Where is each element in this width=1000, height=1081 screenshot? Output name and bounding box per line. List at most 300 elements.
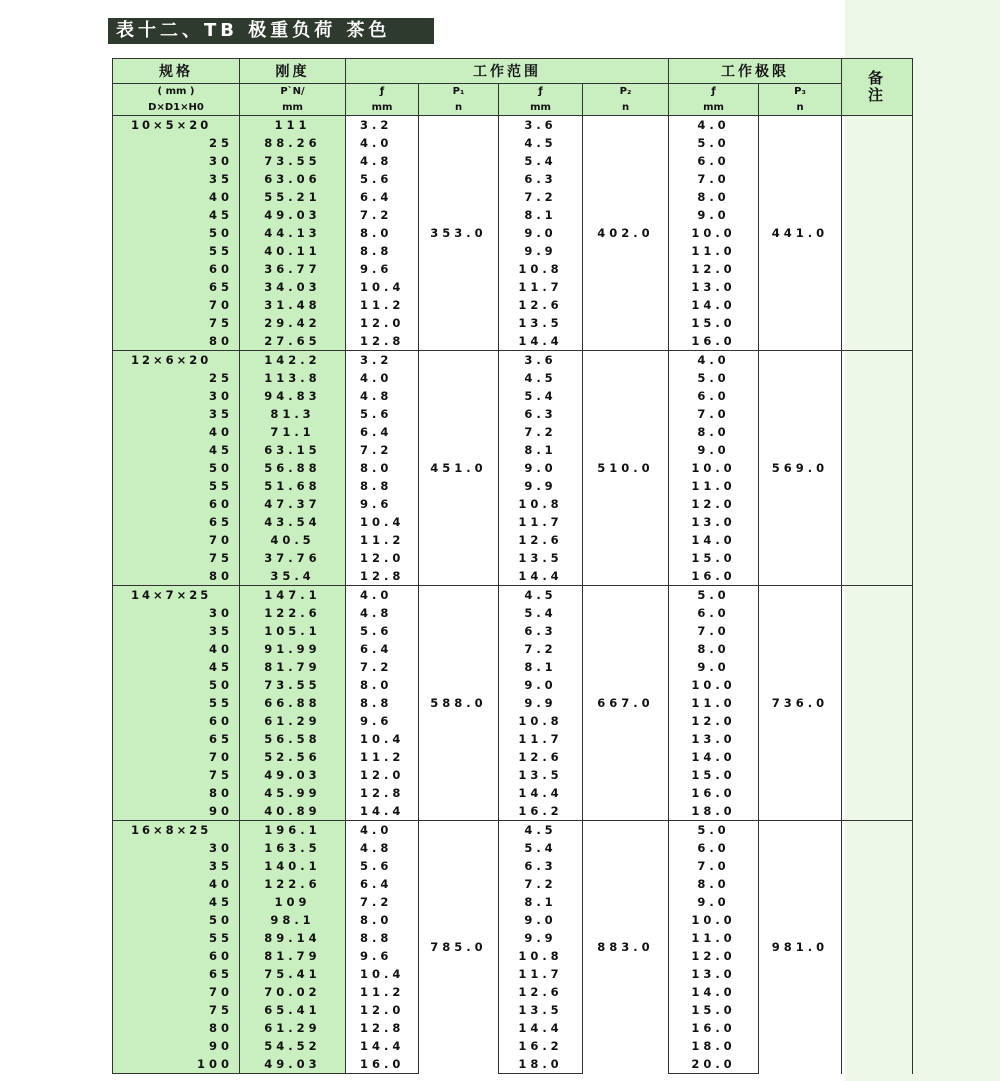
deflection-f1-cell: 8.8 bbox=[346, 477, 419, 495]
deflection-f2-cell: 14.4 bbox=[499, 567, 583, 586]
stiffness-cell: 49.03 bbox=[240, 766, 346, 784]
deflection-f2-cell: 18.0 bbox=[499, 1055, 583, 1074]
deflection-f3-cell: 16.0 bbox=[669, 332, 759, 351]
deflection-f3-cell: 14.0 bbox=[669, 748, 759, 766]
spec-cell: 40 bbox=[113, 188, 240, 206]
deflection-f3-cell: 6.0 bbox=[669, 839, 759, 857]
stiffness-cell: 73.55 bbox=[240, 676, 346, 694]
stiffness-cell: 196.1 bbox=[240, 821, 346, 840]
spec-cell: 60 bbox=[113, 260, 240, 278]
deflection-f3-cell: 5.0 bbox=[669, 369, 759, 387]
spec-cell: 50 bbox=[113, 459, 240, 477]
deflection-f1-cell: 5.6 bbox=[346, 622, 419, 640]
table-row bbox=[113, 821, 913, 840]
stiffness-cell: 88.26 bbox=[240, 134, 346, 152]
deflection-f3-cell: 11.0 bbox=[669, 477, 759, 495]
stiffness-cell: 45.99 bbox=[240, 784, 346, 802]
stiffness-cell: 70.02 bbox=[240, 983, 346, 1001]
deflection-f3-cell: 13.0 bbox=[669, 278, 759, 296]
spec-cell: 80 bbox=[113, 1019, 240, 1037]
stiffness-cell: 94.83 bbox=[240, 387, 346, 405]
spring-spec-table bbox=[112, 58, 913, 1074]
deflection-f3-cell: 4.0 bbox=[669, 351, 759, 370]
deflection-f2-cell: 7.2 bbox=[499, 875, 583, 893]
deflection-f2-cell: 11.7 bbox=[499, 965, 583, 983]
deflection-f1-cell: 12.8 bbox=[346, 567, 419, 586]
deflection-f1-cell: 6.4 bbox=[346, 423, 419, 441]
spec-cell: 55 bbox=[113, 477, 240, 495]
deflection-f3-cell: 5.0 bbox=[669, 821, 759, 840]
stiffness-cell: 71.1 bbox=[240, 423, 346, 441]
deflection-f1-cell: 10.4 bbox=[346, 730, 419, 748]
deflection-f2-cell: 4.5 bbox=[499, 586, 583, 605]
spec-cell: 45 bbox=[113, 206, 240, 224]
header-remark: 备注 bbox=[842, 59, 913, 116]
spec-cell: 75 bbox=[113, 549, 240, 567]
deflection-f1-cell: 9.6 bbox=[346, 495, 419, 513]
deflection-f1-cell: 8.8 bbox=[346, 694, 419, 712]
stiffness-cell: 49.03 bbox=[240, 1055, 346, 1074]
spec-cell: 40 bbox=[113, 423, 240, 441]
spec-cell: 80 bbox=[113, 332, 240, 351]
deflection-f2-cell: 10.8 bbox=[499, 260, 583, 278]
deflection-f1-cell: 11.2 bbox=[346, 983, 419, 1001]
deflection-f3-cell: 10.0 bbox=[669, 224, 759, 242]
stiffness-cell: 34.03 bbox=[240, 278, 346, 296]
stiffness-cell: 31.48 bbox=[240, 296, 346, 314]
spec-cell: 90 bbox=[113, 802, 240, 821]
deflection-f3-cell: 13.0 bbox=[669, 513, 759, 531]
deflection-f1-cell: 7.2 bbox=[346, 441, 419, 459]
deflection-f1-cell: 5.6 bbox=[346, 405, 419, 423]
deflection-f1-cell: 4.0 bbox=[346, 821, 419, 840]
deflection-f1-cell: 9.6 bbox=[346, 712, 419, 730]
deflection-f3-cell: 14.0 bbox=[669, 531, 759, 549]
spec-cell: 25 bbox=[113, 134, 240, 152]
deflection-f2-cell: 7.2 bbox=[499, 640, 583, 658]
load-p3-cell: 981.0 bbox=[759, 821, 842, 1074]
deflection-f2-cell: 6.3 bbox=[499, 857, 583, 875]
stiffness-cell: 140.1 bbox=[240, 857, 346, 875]
spec-cell: 70 bbox=[113, 748, 240, 766]
deflection-f3-cell: 4.0 bbox=[669, 116, 759, 135]
header-p3: P₃ bbox=[759, 84, 842, 100]
load-p1-cell: 451.0 bbox=[419, 351, 499, 586]
stiffness-cell: 56.88 bbox=[240, 459, 346, 477]
stiffness-cell: 61.29 bbox=[240, 1019, 346, 1037]
deflection-f2-cell: 9.0 bbox=[499, 676, 583, 694]
deflection-f1-cell: 16.0 bbox=[346, 1055, 419, 1074]
deflection-f2-cell: 12.6 bbox=[499, 748, 583, 766]
deflection-f1-cell: 8.0 bbox=[346, 676, 419, 694]
spec-cell: 60 bbox=[113, 947, 240, 965]
deflection-f2-cell: 5.4 bbox=[499, 839, 583, 857]
deflection-f2-cell: 11.7 bbox=[499, 513, 583, 531]
table-row bbox=[113, 586, 913, 605]
stiffness-cell: 27.65 bbox=[240, 332, 346, 351]
deflection-f1-cell: 3.2 bbox=[346, 351, 419, 370]
deflection-f1-cell: 4.0 bbox=[346, 369, 419, 387]
stiffness-cell: 63.06 bbox=[240, 170, 346, 188]
deflection-f2-cell: 11.7 bbox=[499, 730, 583, 748]
load-p3-cell: 569.0 bbox=[759, 351, 842, 586]
header-stiffness: 刚度 bbox=[240, 59, 346, 84]
deflection-f1-cell: 4.8 bbox=[346, 152, 419, 170]
deflection-f2-cell: 16.2 bbox=[499, 802, 583, 821]
deflection-f3-cell: 9.0 bbox=[669, 893, 759, 911]
deflection-f1-cell: 4.8 bbox=[346, 839, 419, 857]
deflection-f3-cell: 12.0 bbox=[669, 495, 759, 513]
deflection-f3-cell: 11.0 bbox=[669, 929, 759, 947]
spec-cell: 45 bbox=[113, 441, 240, 459]
stiffness-cell: 61.29 bbox=[240, 712, 346, 730]
spec-cell: 30 bbox=[113, 604, 240, 622]
deflection-f1-cell: 8.0 bbox=[346, 459, 419, 477]
stiffness-cell: 56.58 bbox=[240, 730, 346, 748]
deflection-f1-cell: 12.8 bbox=[346, 332, 419, 351]
deflection-f1-cell: 11.2 bbox=[346, 296, 419, 314]
spec-cell: 65 bbox=[113, 513, 240, 531]
deflection-f3-cell: 5.0 bbox=[669, 586, 759, 605]
deflection-f1-cell: 14.4 bbox=[346, 1037, 419, 1055]
stiffness-cell: 122.6 bbox=[240, 604, 346, 622]
deflection-f2-cell: 8.1 bbox=[499, 893, 583, 911]
deflection-f3-cell: 8.0 bbox=[669, 423, 759, 441]
deflection-f3-cell: 7.0 bbox=[669, 622, 759, 640]
deflection-f2-cell: 10.8 bbox=[499, 495, 583, 513]
header-defl-symbol-2: ƒ bbox=[499, 84, 583, 100]
header-spec: 规格 bbox=[113, 59, 240, 84]
deflection-f1-cell: 4.0 bbox=[346, 586, 419, 605]
spec-cell: 45 bbox=[113, 893, 240, 911]
stiffness-cell: 54.52 bbox=[240, 1037, 346, 1055]
deflection-f3-cell: 7.0 bbox=[669, 405, 759, 423]
stiffness-cell: 81.79 bbox=[240, 947, 346, 965]
load-p2-cell: 883.0 bbox=[583, 821, 669, 1074]
header-spec-unit: ( mm ) bbox=[113, 84, 240, 100]
header-load-unit-3: n bbox=[759, 99, 842, 116]
deflection-f2-cell: 3.6 bbox=[499, 116, 583, 135]
deflection-f3-cell: 8.0 bbox=[669, 188, 759, 206]
deflection-f1-cell: 8.8 bbox=[346, 242, 419, 260]
stiffness-cell: 147.1 bbox=[240, 586, 346, 605]
spec-cell: 45 bbox=[113, 658, 240, 676]
deflection-f2-cell: 11.7 bbox=[499, 278, 583, 296]
deflection-f2-cell: 9.9 bbox=[499, 242, 583, 260]
stiffness-cell: 65.41 bbox=[240, 1001, 346, 1019]
deflection-f2-cell: 7.2 bbox=[499, 423, 583, 441]
spec-cell: 16×8×25 bbox=[113, 821, 240, 840]
deflection-f3-cell: 16.0 bbox=[669, 1019, 759, 1037]
deflection-f3-cell: 9.0 bbox=[669, 206, 759, 224]
deflection-f2-cell: 8.1 bbox=[499, 206, 583, 224]
deflection-f1-cell: 10.4 bbox=[346, 278, 419, 296]
deflection-f1-cell: 6.4 bbox=[346, 875, 419, 893]
deflection-f3-cell: 14.0 bbox=[669, 296, 759, 314]
deflection-f3-cell: 6.0 bbox=[669, 152, 759, 170]
deflection-f2-cell: 6.3 bbox=[499, 170, 583, 188]
stiffness-cell: 109 bbox=[240, 893, 346, 911]
deflection-f1-cell: 3.2 bbox=[346, 116, 419, 135]
deflection-f2-cell: 4.5 bbox=[499, 369, 583, 387]
spec-cell: 35 bbox=[113, 622, 240, 640]
deflection-f2-cell: 13.5 bbox=[499, 549, 583, 567]
header-load-unit-2: n bbox=[583, 99, 669, 116]
deflection-f1-cell: 14.4 bbox=[346, 802, 419, 821]
header-defl-unit-3: mm bbox=[669, 99, 759, 116]
deflection-f3-cell: 16.0 bbox=[669, 784, 759, 802]
deflection-f1-cell: 7.2 bbox=[346, 893, 419, 911]
load-p2-cell: 510.0 bbox=[583, 351, 669, 586]
spec-cell: 75 bbox=[113, 1001, 240, 1019]
deflection-f3-cell: 13.0 bbox=[669, 965, 759, 983]
header-stiffness-unit1: P`N/ bbox=[240, 84, 346, 100]
deflection-f2-cell: 10.8 bbox=[499, 947, 583, 965]
header-defl-symbol-3: ƒ bbox=[669, 84, 759, 100]
spec-cell: 50 bbox=[113, 911, 240, 929]
deflection-f1-cell: 5.6 bbox=[346, 857, 419, 875]
deflection-f1-cell: 4.8 bbox=[346, 604, 419, 622]
spec-cell: 75 bbox=[113, 766, 240, 784]
deflection-f2-cell: 9.0 bbox=[499, 459, 583, 477]
spec-cell: 14×7×25 bbox=[113, 586, 240, 605]
deflection-f3-cell: 15.0 bbox=[669, 766, 759, 784]
deflection-f2-cell: 3.6 bbox=[499, 351, 583, 370]
spec-cell: 35 bbox=[113, 405, 240, 423]
deflection-f2-cell: 14.4 bbox=[499, 784, 583, 802]
spec-cell: 35 bbox=[113, 857, 240, 875]
stiffness-cell: 40.5 bbox=[240, 531, 346, 549]
deflection-f1-cell: 7.2 bbox=[346, 658, 419, 676]
remark-cell bbox=[842, 586, 913, 821]
deflection-f1-cell: 12.8 bbox=[346, 784, 419, 802]
deflection-f3-cell: 6.0 bbox=[669, 604, 759, 622]
deflection-f3-cell: 11.0 bbox=[669, 694, 759, 712]
spec-cell: 12×6×20 bbox=[113, 351, 240, 370]
deflection-f2-cell: 14.4 bbox=[499, 332, 583, 351]
deflection-f3-cell: 9.0 bbox=[669, 658, 759, 676]
deflection-f2-cell: 13.5 bbox=[499, 314, 583, 332]
remark-cell bbox=[842, 116, 913, 351]
deflection-f1-cell: 12.0 bbox=[346, 766, 419, 784]
deflection-f1-cell: 4.0 bbox=[346, 134, 419, 152]
spec-cell: 70 bbox=[113, 983, 240, 1001]
deflection-f1-cell: 6.4 bbox=[346, 640, 419, 658]
deflection-f1-cell: 10.4 bbox=[346, 513, 419, 531]
deflection-f1-cell: 12.0 bbox=[346, 549, 419, 567]
stiffness-cell: 43.54 bbox=[240, 513, 346, 531]
spec-cell: 80 bbox=[113, 567, 240, 586]
deflection-f2-cell: 12.6 bbox=[499, 983, 583, 1001]
deflection-f2-cell: 10.8 bbox=[499, 712, 583, 730]
deflection-f2-cell: 5.4 bbox=[499, 152, 583, 170]
deflection-f3-cell: 7.0 bbox=[669, 857, 759, 875]
stiffness-cell: 73.55 bbox=[240, 152, 346, 170]
spec-cell: 90 bbox=[113, 1037, 240, 1055]
deflection-f3-cell: 11.0 bbox=[669, 242, 759, 260]
stiffness-cell: 35.4 bbox=[240, 567, 346, 586]
spec-cell: 60 bbox=[113, 495, 240, 513]
header-load-unit-1: n bbox=[419, 99, 499, 116]
deflection-f3-cell: 9.0 bbox=[669, 441, 759, 459]
stiffness-cell: 122.6 bbox=[240, 875, 346, 893]
spec-cell: 55 bbox=[113, 929, 240, 947]
deflection-f1-cell: 11.2 bbox=[346, 531, 419, 549]
deflection-f3-cell: 14.0 bbox=[669, 983, 759, 1001]
deflection-f3-cell: 10.0 bbox=[669, 911, 759, 929]
deflection-f3-cell: 8.0 bbox=[669, 875, 759, 893]
spec-cell: 50 bbox=[113, 676, 240, 694]
deflection-f2-cell: 5.4 bbox=[499, 604, 583, 622]
spec-cell: 80 bbox=[113, 784, 240, 802]
stiffness-cell: 81.79 bbox=[240, 658, 346, 676]
table-body bbox=[113, 116, 913, 1074]
deflection-f2-cell: 6.3 bbox=[499, 622, 583, 640]
deflection-f2-cell: 8.1 bbox=[499, 658, 583, 676]
stiffness-cell: 49.03 bbox=[240, 206, 346, 224]
remark-cell bbox=[842, 821, 913, 1074]
load-p3-cell: 736.0 bbox=[759, 586, 842, 821]
header-spec-dims: D×D1×H0 bbox=[113, 99, 240, 116]
spec-cell: 70 bbox=[113, 296, 240, 314]
remark-cell bbox=[842, 351, 913, 586]
deflection-f2-cell: 16.2 bbox=[499, 1037, 583, 1055]
deflection-f2-cell: 9.9 bbox=[499, 477, 583, 495]
header-working-range: 工作范围 bbox=[346, 59, 669, 84]
load-p2-cell: 667.0 bbox=[583, 586, 669, 821]
deflection-f1-cell: 8.8 bbox=[346, 929, 419, 947]
deflection-f2-cell: 9.0 bbox=[499, 911, 583, 929]
deflection-f3-cell: 5.0 bbox=[669, 134, 759, 152]
deflection-f1-cell: 12.0 bbox=[346, 1001, 419, 1019]
deflection-f3-cell: 15.0 bbox=[669, 1001, 759, 1019]
load-p3-cell: 441.0 bbox=[759, 116, 842, 351]
deflection-f2-cell: 13.5 bbox=[499, 766, 583, 784]
deflection-f3-cell: 12.0 bbox=[669, 947, 759, 965]
header-p1: P₁ bbox=[419, 84, 499, 100]
stiffness-cell: 29.42 bbox=[240, 314, 346, 332]
spec-cell: 70 bbox=[113, 531, 240, 549]
deflection-f2-cell: 14.4 bbox=[499, 1019, 583, 1037]
deflection-f2-cell: 5.4 bbox=[499, 387, 583, 405]
deflection-f3-cell: 20.0 bbox=[669, 1055, 759, 1074]
stiffness-cell: 105.1 bbox=[240, 622, 346, 640]
deflection-f3-cell: 15.0 bbox=[669, 314, 759, 332]
deflection-f2-cell: 9.9 bbox=[499, 929, 583, 947]
stiffness-cell: 55.21 bbox=[240, 188, 346, 206]
deflection-f1-cell: 11.2 bbox=[346, 748, 419, 766]
deflection-f1-cell: 12.8 bbox=[346, 1019, 419, 1037]
deflection-f3-cell: 7.0 bbox=[669, 170, 759, 188]
deflection-f3-cell: 12.0 bbox=[669, 712, 759, 730]
deflection-f3-cell: 13.0 bbox=[669, 730, 759, 748]
stiffness-cell: 40.89 bbox=[240, 802, 346, 821]
deflection-f3-cell: 12.0 bbox=[669, 260, 759, 278]
page-title: 表十二、TB 极重负荷 茶色 bbox=[108, 18, 434, 44]
deflection-f1-cell: 9.6 bbox=[346, 947, 419, 965]
spec-cell: 50 bbox=[113, 224, 240, 242]
spec-cell: 55 bbox=[113, 694, 240, 712]
load-p1-cell: 353.0 bbox=[419, 116, 499, 351]
stiffness-cell: 113.8 bbox=[240, 369, 346, 387]
deflection-f1-cell: 8.0 bbox=[346, 224, 419, 242]
spec-cell: 65 bbox=[113, 278, 240, 296]
spec-cell: 65 bbox=[113, 730, 240, 748]
deflection-f3-cell: 18.0 bbox=[669, 802, 759, 821]
deflection-f1-cell: 7.2 bbox=[346, 206, 419, 224]
stiffness-cell: 36.77 bbox=[240, 260, 346, 278]
stiffness-cell: 75.41 bbox=[240, 965, 346, 983]
deflection-f3-cell: 10.0 bbox=[669, 459, 759, 477]
spec-cell: 25 bbox=[113, 369, 240, 387]
deflection-f1-cell: 4.8 bbox=[346, 387, 419, 405]
spec-cell: 40 bbox=[113, 875, 240, 893]
deflection-f2-cell: 9.9 bbox=[499, 694, 583, 712]
stiffness-cell: 91.99 bbox=[240, 640, 346, 658]
spec-cell: 65 bbox=[113, 965, 240, 983]
deflection-f3-cell: 15.0 bbox=[669, 549, 759, 567]
stiffness-cell: 44.13 bbox=[240, 224, 346, 242]
deflection-f3-cell: 18.0 bbox=[669, 1037, 759, 1055]
stiffness-cell: 89.14 bbox=[240, 929, 346, 947]
deflection-f2-cell: 4.5 bbox=[499, 134, 583, 152]
stiffness-cell: 163.5 bbox=[240, 839, 346, 857]
load-p1-cell: 588.0 bbox=[419, 586, 499, 821]
spec-cell: 40 bbox=[113, 640, 240, 658]
spec-cell: 75 bbox=[113, 314, 240, 332]
deflection-f3-cell: 16.0 bbox=[669, 567, 759, 586]
deflection-f2-cell: 9.0 bbox=[499, 224, 583, 242]
stiffness-cell: 51.68 bbox=[240, 477, 346, 495]
deflection-f1-cell: 5.6 bbox=[346, 170, 419, 188]
spec-cell: 30 bbox=[113, 839, 240, 857]
spec-cell: 60 bbox=[113, 712, 240, 730]
stiffness-cell: 63.15 bbox=[240, 441, 346, 459]
spec-cell: 35 bbox=[113, 170, 240, 188]
deflection-f2-cell: 8.1 bbox=[499, 441, 583, 459]
spec-cell: 30 bbox=[113, 152, 240, 170]
deflection-f3-cell: 6.0 bbox=[669, 387, 759, 405]
deflection-f1-cell: 9.6 bbox=[346, 260, 419, 278]
deflection-f1-cell: 8.0 bbox=[346, 911, 419, 929]
stiffness-cell: 142.2 bbox=[240, 351, 346, 370]
header-defl-symbol-1: ƒ bbox=[346, 84, 419, 100]
deflection-f1-cell: 10.4 bbox=[346, 965, 419, 983]
deflection-f2-cell: 7.2 bbox=[499, 188, 583, 206]
header-stiffness-unit2: mm bbox=[240, 99, 346, 116]
table-row bbox=[113, 116, 913, 135]
stiffness-cell: 37.76 bbox=[240, 549, 346, 567]
deflection-f2-cell: 12.6 bbox=[499, 296, 583, 314]
deflection-f2-cell: 13.5 bbox=[499, 1001, 583, 1019]
stiffness-cell: 111 bbox=[240, 116, 346, 135]
spec-cell: 55 bbox=[113, 242, 240, 260]
spec-cell: 100 bbox=[113, 1055, 240, 1074]
spec-cell: 10×5×20 bbox=[113, 116, 240, 135]
header-p2: P₂ bbox=[583, 84, 669, 100]
stiffness-cell: 66.88 bbox=[240, 694, 346, 712]
stiffness-cell: 47.37 bbox=[240, 495, 346, 513]
spec-cell: 30 bbox=[113, 387, 240, 405]
table-row bbox=[113, 351, 913, 370]
stiffness-cell: 98.1 bbox=[240, 911, 346, 929]
deflection-f2-cell: 12.6 bbox=[499, 531, 583, 549]
stiffness-cell: 81.3 bbox=[240, 405, 346, 423]
load-p1-cell: 785.0 bbox=[419, 821, 499, 1074]
header-working-limit: 工作极限 bbox=[669, 59, 842, 84]
deflection-f3-cell: 8.0 bbox=[669, 640, 759, 658]
deflection-f2-cell: 4.5 bbox=[499, 821, 583, 840]
